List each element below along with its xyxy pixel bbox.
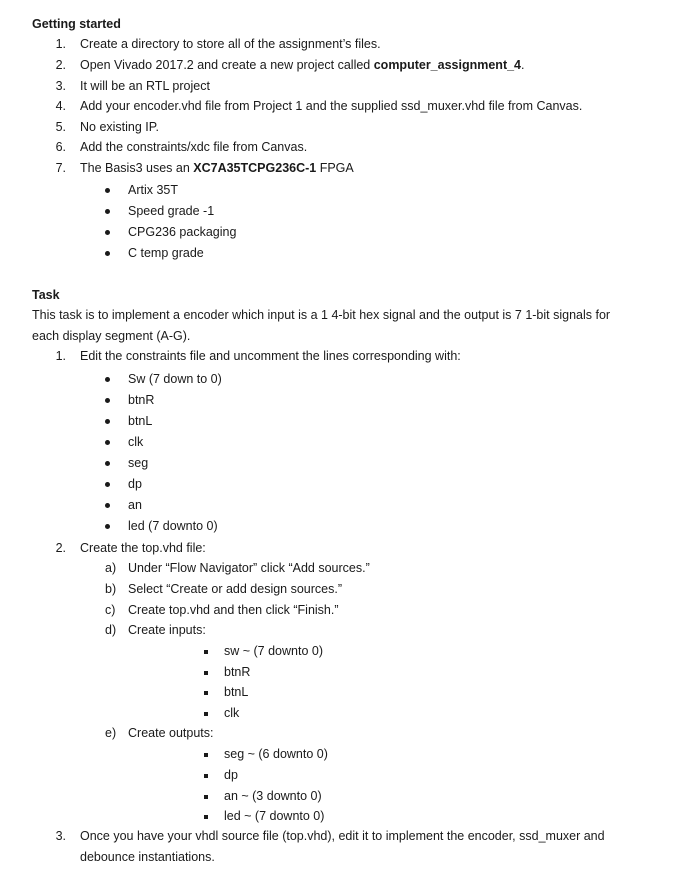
bullet-icon <box>105 209 110 214</box>
list-item: led (7 downto 0) <box>128 519 218 533</box>
bullet-icon <box>105 482 110 487</box>
bullet-icon <box>105 230 110 235</box>
bullet-icon <box>105 188 110 193</box>
square-bullet-icon <box>204 815 208 819</box>
list-item: Sw (7 down to 0) <box>128 372 222 386</box>
list-item: clk <box>224 706 240 720</box>
task-step-3-continued: debounce instantiations. <box>80 850 215 864</box>
list-item: seg ~ (6 downto 0) <box>224 747 328 761</box>
project-name: computer_assignment_4 <box>373 58 522 72</box>
list-item: Artix 35T <box>128 183 179 197</box>
square-bullet-icon <box>204 691 208 695</box>
list-item: CPG236 packaging <box>128 225 237 239</box>
bullet-icon <box>105 524 110 529</box>
task-intro-line1: This task is to implement a encoder which input is a 1 4-bit hex signal and the output is 7 1-bit signals for <box>32 308 611 322</box>
list-item: dp <box>224 768 238 782</box>
bullet-icon <box>105 440 110 445</box>
task-intro-line2: each display segment (A-G). <box>32 329 191 343</box>
list-item: led ~ (7 downto 0) <box>224 809 325 823</box>
list-item: btnR <box>128 393 155 407</box>
task-heading: Task <box>32 288 60 302</box>
bullet-icon <box>105 461 110 466</box>
bullet-icon <box>105 251 110 256</box>
list-item: an ~ (3 downto 0) <box>224 789 322 803</box>
list-item: Speed grade -1 <box>128 204 215 218</box>
bullet-icon <box>105 398 110 403</box>
list-item: sw ~ (7 downto 0) <box>224 644 324 658</box>
square-bullet-icon <box>204 712 208 716</box>
square-bullet-icon <box>204 671 208 675</box>
square-bullet-icon <box>204 650 208 654</box>
list-item: C temp grade <box>128 246 204 260</box>
list-item: btnL <box>128 414 153 428</box>
list-item: btnR <box>224 665 251 679</box>
getting-started-heading: Getting started <box>32 17 121 31</box>
list-item: seg <box>128 456 149 470</box>
square-bullet-icon <box>204 753 208 757</box>
list-item: dp <box>128 477 142 491</box>
square-bullet-icon <box>204 795 208 799</box>
square-bullet-icon <box>204 774 208 778</box>
bullet-icon <box>105 377 110 382</box>
list-item: btnL <box>224 685 249 699</box>
bullet-icon <box>105 419 110 424</box>
list-item: clk <box>128 435 144 449</box>
fpga-part-number: XC7A35TCPG236C-1 <box>193 161 317 175</box>
list-item: an <box>128 498 142 512</box>
bullet-icon <box>105 503 110 508</box>
